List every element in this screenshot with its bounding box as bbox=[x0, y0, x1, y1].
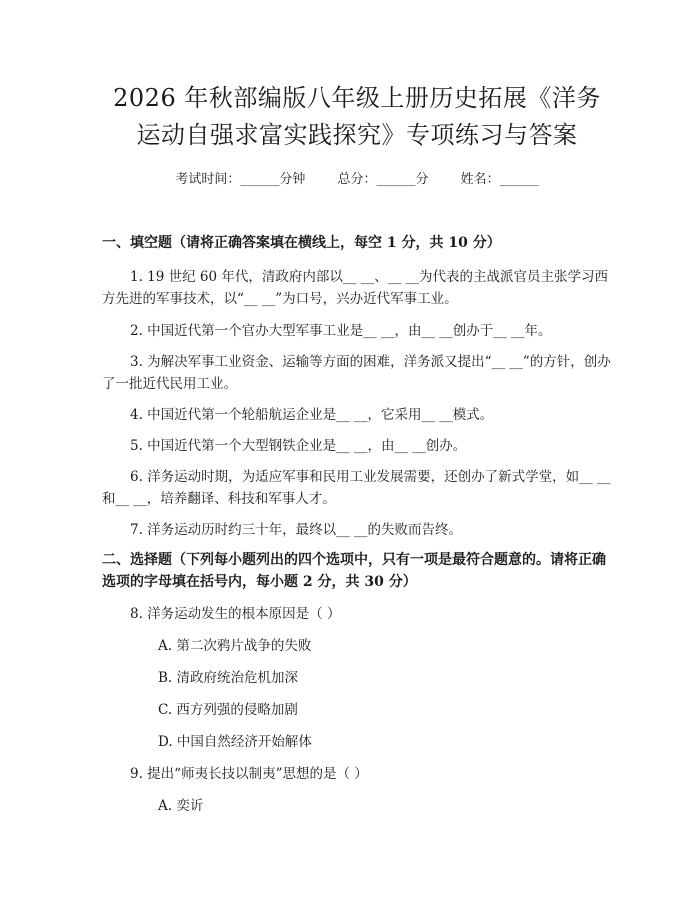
exam-meta bbox=[102, 170, 612, 190]
question-3: 3. 为解决军事工业资金、运输等方面的困难，洋务派又提出“__ __”的方针，创办了一批近代民用工业。 bbox=[102, 354, 611, 392]
question-9: 9. 提出“师夷长技以制夷”思想的是（ ） bbox=[130, 766, 368, 782]
title-line-2: 运动自强求富实践探究》专项练习与答案 bbox=[136, 121, 578, 149]
question-1: 1. 19 世纪 60 年代，清政府内部以__ __、__ __为代表的主战派官员主张学习西方先进的军事技术，以“__ __”为口号，兴办近代军事工业。 bbox=[102, 269, 608, 307]
question-8-option-b: B. 清政府统治危机加深 bbox=[158, 670, 299, 686]
question-8-option-a: A. 第二次鸦片战争的失败 bbox=[158, 638, 312, 654]
question-7: 7. 洋务运动历时约三十年，最终以__ __的失败而告终。 bbox=[130, 522, 462, 538]
question-5: 5. 中国近代第一个大型钢铁企业是__ __，由__ __创办。 bbox=[130, 438, 467, 454]
question-8-option-d: D. 中国自然经济开始解体 bbox=[158, 734, 312, 750]
section-heading-fill-blank: 一、填空题（请将正确答案填在横线上，每空 1 分，共 10 分） bbox=[102, 235, 501, 251]
question-2: 2. 中国近代第一个官办大型军事工业是__ __，由__ __创办于__ __年。 bbox=[130, 323, 552, 339]
exam-time: 考试时间：______分钟 bbox=[175, 172, 306, 187]
question-6: 6. 洋务运动时期，为适应军事和民用工业发展需要，还创办了新式学堂，如__ __和__ __，培养翻译、科技和军事人才。 bbox=[102, 469, 611, 507]
page-title bbox=[102, 0, 612, 154]
exam-name: 姓名：______ bbox=[460, 172, 539, 187]
question-9-option-a: A. 奕䜣 bbox=[158, 798, 204, 814]
question-8: 8. 洋务运动发生的根本原因是（ ） bbox=[130, 606, 341, 622]
question-8-option-c: C. 西方列强的侵略加剧 bbox=[158, 702, 298, 718]
title-line-1: 2026 年秋部编版八年级上册历史拓展《洋务 bbox=[113, 84, 601, 112]
question-4: 4. 中国近代第一个轮船航运企业是__ __，它采用__ __模式。 bbox=[130, 407, 494, 423]
exam-score: 总分：______分 bbox=[337, 172, 429, 187]
section-heading-multiple-choice: 二、选择题（下列每小题列出的四个选项中，只有一项是最符合题意的。请将正确选项的字母填在括号内，每小题 2 分，共 30 分） bbox=[102, 552, 606, 590]
